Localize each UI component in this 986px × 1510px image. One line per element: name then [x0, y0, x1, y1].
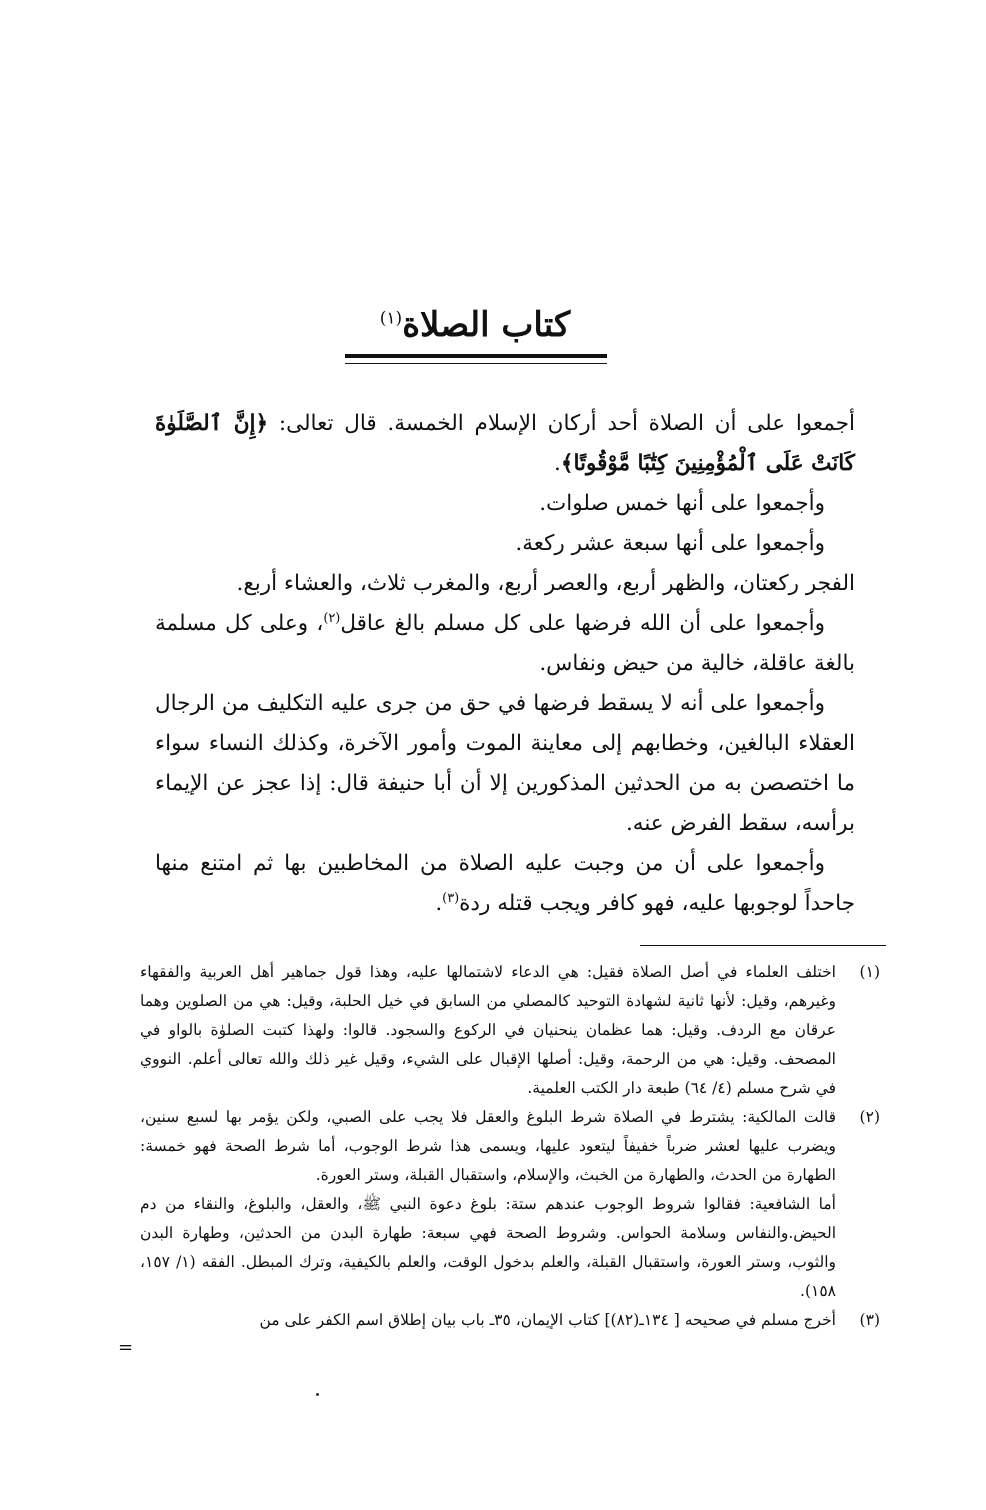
- chapter-title: كتاب الصلاة: [402, 305, 571, 345]
- footnote-text: اختلف العلماء في أصل الصلاة فقيل: هي الدعاء لاشتمالها عليه، وهذا قول جماهير أهل العربية والفقهاء وغيرهم، وقيل: لأنها ثانية لشهادة التوحيد كالمصلي من السابق في خيل الحلبة، وقيل: هي من الصلوين وهما عرقان مع الردف. وقيل: هما عظمان ينحنيان في الركوع والسجود. قالوا: ولهذا كتبت الصلوٰة بالواو في المصحف. وقيل: هي من الرحمة، وقيل: أصلها الإقبال على الشيء، وقيل غير ذلك والله تعالى أعلم. النووي في شرح مسلم (٤/ ٦٤) طبعة دار الكتب العلمية.: [140, 963, 836, 1097]
- footnote-1: [140, 958, 880, 1103]
- footnote-2: [140, 1103, 880, 1306]
- footnote-separator: [640, 945, 886, 946]
- paragraph-obligation: [155, 604, 855, 684]
- footnote-text: قالت المالكية: يشترط في الصلاة شرط البلوغ والعقل فلا يجب على الصبي، ولكن يؤمر بها لسبع سنين، ويضرب عليها لعشر ضرباً خفيفاً ليتعود عليها، ويسمى هذا شرط الوجوب، أما شرط الصحة فهو خمسة: الطهارة من الحدث، والطهارة من الخبث، والإسلام، واستقبال القبلة، وستر العورة.: [140, 1108, 836, 1184]
- paragraph-text: وأجمعوا على أن من وجبت عليه الصلاة من المخاطبين بها ثم امتنع منها جاحداً لوجوبها عليه، فهو كافر ويجب قتله ردة: [155, 851, 855, 916]
- footnote-text: أخرج مسلم في صحيحه [ ١٣٤ـ(٨٢)] كتاب الإيمان، ٣٥ـ باب بيان إطلاق اسم الكفر على من: [259, 1311, 836, 1329]
- footnote-number: (٢): [859, 1108, 880, 1126]
- footnote-ref-3: (٣): [442, 890, 460, 906]
- paragraph-rakaat-list: الفجر ركعتان، والظهر أربع، والعصر أربع، والمغرب ثلاث، والعشاء أربع.: [236, 571, 855, 596]
- stray-dot: [316, 1393, 319, 1396]
- footnote-3: [140, 1306, 880, 1335]
- heading-underline-thin: [345, 363, 607, 364]
- footnote-ref-2: (٢): [323, 610, 341, 626]
- paragraph-end: .: [554, 451, 561, 476]
- footnote-number: (١): [859, 963, 880, 981]
- paragraph-five-prayers: وأجمعوا على أنها خمس صلوات.: [539, 491, 825, 516]
- paragraph-text: أجمعوا على أن الصلاة أحد أركان الإسلام الخمسة. قال تعالى:: [268, 411, 855, 436]
- heading-underline-thick: [345, 354, 607, 358]
- paragraph-not-waived: وأجمعوا على أنه لا يسقط فرضها في حق من جرى عليه التكليف من الرجال العقلاء البالغين، وخطابهم إلى معاينة الموت وأمور الآخرة، وكذلك النساء سواء ما اختصصن به من الحدثين المذكورين إلا أن أبا حنيفة قال: إذا عجز عن الإيماء برأسه، سقط الفرض عنه.: [155, 691, 855, 836]
- paragraph-prayer-pillar: [155, 404, 855, 484]
- quran-verse: ﴿إِنَّ ٱلصَّلَوٰةَ كَانَتْ عَلَى ٱلْمُؤْمِنِينَ كِتَٰبًا مَّوْقُوتًا﴾: [155, 411, 855, 476]
- continuation-mark: =: [118, 1337, 134, 1358]
- paragraph-text: ، وعلى كل مسلمة بالغة عاقلة، خالية من حيض ونفاس.: [155, 611, 855, 676]
- footnote-number: (٣): [859, 1311, 880, 1329]
- chapter-heading: [340, 300, 610, 350]
- footnote-text: أما الشافعية: فقالوا شروط الوجوب عندهم ستة: بلوغ دعوة النبي ﷺ، والعقل، والبلوغ، والنقاء من دم الحيض.والنفاس وسلامة الحواس. وشروط الصحة فهي سبعة: طهارة البدن من الحدثين، وطهارة البدن والثوب، وستر العورة، واستقبال القبلة، والعلم بدخول الوقت، والعلم بالكيفية، وترك المبطل. الفقه (١/ ١٥٧، ١٥٨).: [140, 1195, 836, 1300]
- paragraph-text: وأجمعوا على أن الله فرضها على كل مسلم بالغ عاقل: [340, 611, 826, 636]
- footnotes: [140, 958, 880, 1335]
- main-text: [155, 404, 855, 924]
- paragraph-denier: [155, 844, 855, 924]
- paragraph-end: .: [435, 891, 443, 916]
- paragraph-seventeen-rakaat: وأجمعوا على أنها سبعة عشر ركعة.: [515, 531, 825, 556]
- heading-footnote-ref: (١): [379, 308, 403, 329]
